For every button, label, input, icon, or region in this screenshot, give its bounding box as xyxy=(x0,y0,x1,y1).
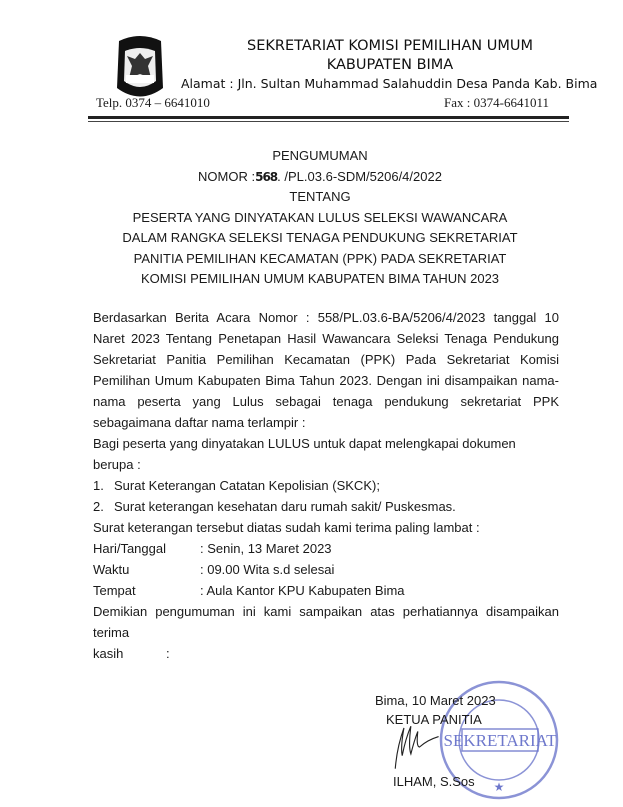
schedule-label: Tempat xyxy=(93,583,136,598)
letterhead-telp: Telp. 0374 – 6641010 xyxy=(96,95,210,110)
announcement-number xyxy=(80,167,560,188)
intro-paragraph: Berdasarkan Berita Acara Nomor : 558/PL.03.6-BA/5206/4/2023 tanggal 10 Naret 2023 Tentang Penetapan Hasil Wawancara Seleksi Tenaga Pendukung Sekretariat Panitia Pemilihan Kecamatan (PPK) Pada Sekretariat Komisi Pemilihan Umum Kabupaten Bima Tahun 2023. Dengan ini disampaikan nama-nama peserta yang Lulus sebagai tenaga pendukung sekretariat PPK sebagaimana daftar nama terlampir : xyxy=(93,310,559,430)
schedule-value: : Aula Kantor KPU Kabupaten Bima xyxy=(200,583,405,598)
stamp-star-icon: ★ xyxy=(493,780,505,794)
letterhead-title-line2: KABUPATEN BIMA xyxy=(326,57,454,73)
closing-kasih: kasih xyxy=(93,646,124,661)
nomor-prefix: NOMOR : xyxy=(198,168,256,184)
subject-line: KOMISI PEMILIHAN UMUM KABUPATEN BIMA TAHUN 2023 xyxy=(140,271,500,286)
schedule-label: Waktu xyxy=(93,562,130,577)
signer-name: ILHAM, S.Sos xyxy=(393,774,475,789)
requirement-text: Surat Keterangan Catatan Kepolisian (SKCK); xyxy=(114,478,380,493)
requirement-item xyxy=(93,475,559,496)
announcement-heading xyxy=(80,146,560,290)
schedule-row xyxy=(93,580,559,601)
letterhead-rule xyxy=(88,116,569,119)
requirement-num: 2. xyxy=(93,499,104,514)
announcement-body xyxy=(93,307,559,800)
closing-line2 xyxy=(93,643,559,664)
letterhead-rule-thin xyxy=(88,121,569,122)
announcement-tentang: TENTANG xyxy=(289,189,351,204)
closing-colon: : xyxy=(166,646,170,661)
schedule-label: Hari/Tanggal xyxy=(93,541,166,556)
requirement-num: 1. xyxy=(93,478,104,493)
requirement-item xyxy=(93,496,559,517)
schedule-row xyxy=(93,538,559,559)
letterhead-address: Alamat : Jln. Sultan Muhammad Salahuddin Desa Panda Kab. Bima xyxy=(181,76,598,91)
kpu-logo xyxy=(113,33,167,103)
announcement-title: PENGUMUMAN xyxy=(272,148,368,163)
closing-line: Demikian pengumuman ini kami sampaikan atas perhatiannya disampaikan terima xyxy=(93,604,559,640)
requirement-text: Surat keterangan kesehatan daru rumah sakit/ Puskesmas. xyxy=(114,499,456,514)
schedule-value: : 09.00 Wita s.d selesai xyxy=(200,562,335,577)
handwritten-signature xyxy=(375,721,445,773)
requirement-intro: Bagi peserta yang dinyatakan LULUS untuk dapat melengkapai dokumen berupa : xyxy=(93,436,516,472)
signature-block xyxy=(375,690,559,800)
stamp-center-text: SEKRETARIAT xyxy=(443,731,557,750)
place-date: Bima, 10 Maret 2023 xyxy=(375,693,496,708)
subject-line: PESERTA YANG DINYATAKAN LULUS SELEKSI WAWANCARA xyxy=(132,209,508,225)
signer-position: KETUA PANITIA xyxy=(386,712,482,727)
subject-line: PANITIA PEMILIHAN KECAMATAN (PPK) PADA SEKRETARIAT xyxy=(133,250,507,266)
schedule-value: : Senin, 13 Maret 2023 xyxy=(200,541,332,556)
nomor-handwritten: 568 xyxy=(255,169,278,184)
subject-line: DALAM RANGKA SELEKSI TENAGA PENDUKUNG SEKRETARIAT xyxy=(122,230,518,245)
nomor-suffix: . /PL.03.6-SDM/5206/4/2022 xyxy=(277,168,442,184)
deadline-intro: Surat keterangan tersebut diatas sudah kami terima paling lambat : xyxy=(93,520,480,535)
schedule-row xyxy=(93,559,559,580)
letterhead-fax: Fax : 0374-6641011 xyxy=(444,95,549,110)
letterhead-title-line1: SEKRETARIAT KOMISI PEMILIHAN UMUM xyxy=(247,38,533,54)
